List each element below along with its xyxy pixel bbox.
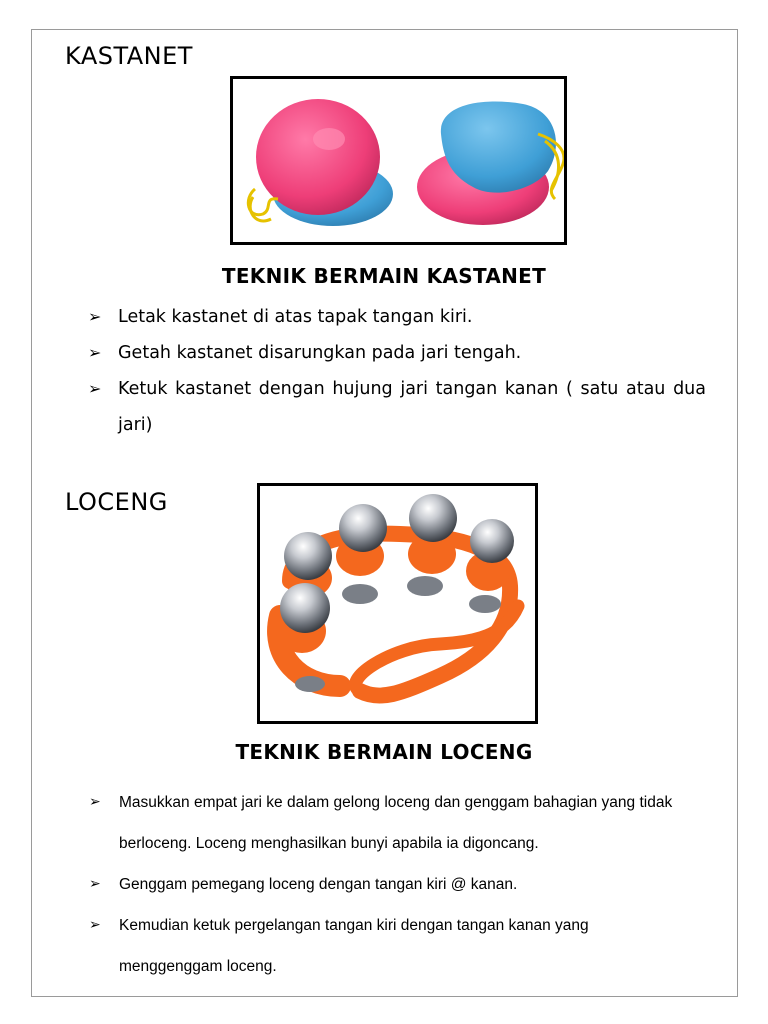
castanet-illustration [233,79,564,242]
list-item: ➢ Getah kastanet disarungkan pada jari tengah. [88,335,706,371]
castanet-left [248,99,393,226]
loceng-technique-list [89,782,689,987]
kastanet-heading: KASTANET [65,42,193,70]
loceng-photo [257,483,538,724]
list-item: ➢ Ketuk kastanet dengan hujung jari tangan kanan ( satu atau dua jari) [88,371,706,443]
list-item: ➢ Letak kastanet di atas tapak tangan kiri. [88,299,706,335]
castanet-right [417,102,564,225]
bullet-arrow-icon: ➢ [88,379,102,398]
castanet-photo [230,76,567,245]
loceng-heading: LOCENG [65,488,168,516]
bullet-arrow-icon: ➢ [88,343,102,362]
kastanet-technique-list [88,299,706,443]
bullet-arrow-icon: ➢ [89,876,101,892]
bullet-arrow-icon: ➢ [89,794,101,810]
bullet-arrow-icon: ➢ [88,307,102,326]
list-item: ➢ Genggam pemegang loceng dengan tangan kiri @ kanan. [89,864,689,905]
loceng-illustration [260,486,535,721]
kastanet-subtitle: TEKNIK BERMAIN KASTANET [221,264,547,288]
list-item: ➢ Kemudian ketuk pergelangan tangan kiri dengan tangan kanan yang menggenggam loceng. [89,905,689,987]
loceng-subtitle: TEKNIK BERMAIN LOCENG [235,740,533,764]
bullet-arrow-icon: ➢ [89,917,101,933]
list-item: ➢ Masukkan empat jari ke dalam gelong loceng dan genggam bahagian yang tidak berloceng. Loceng menghasilkan bunyi apabila ia digoncang. [89,782,689,864]
